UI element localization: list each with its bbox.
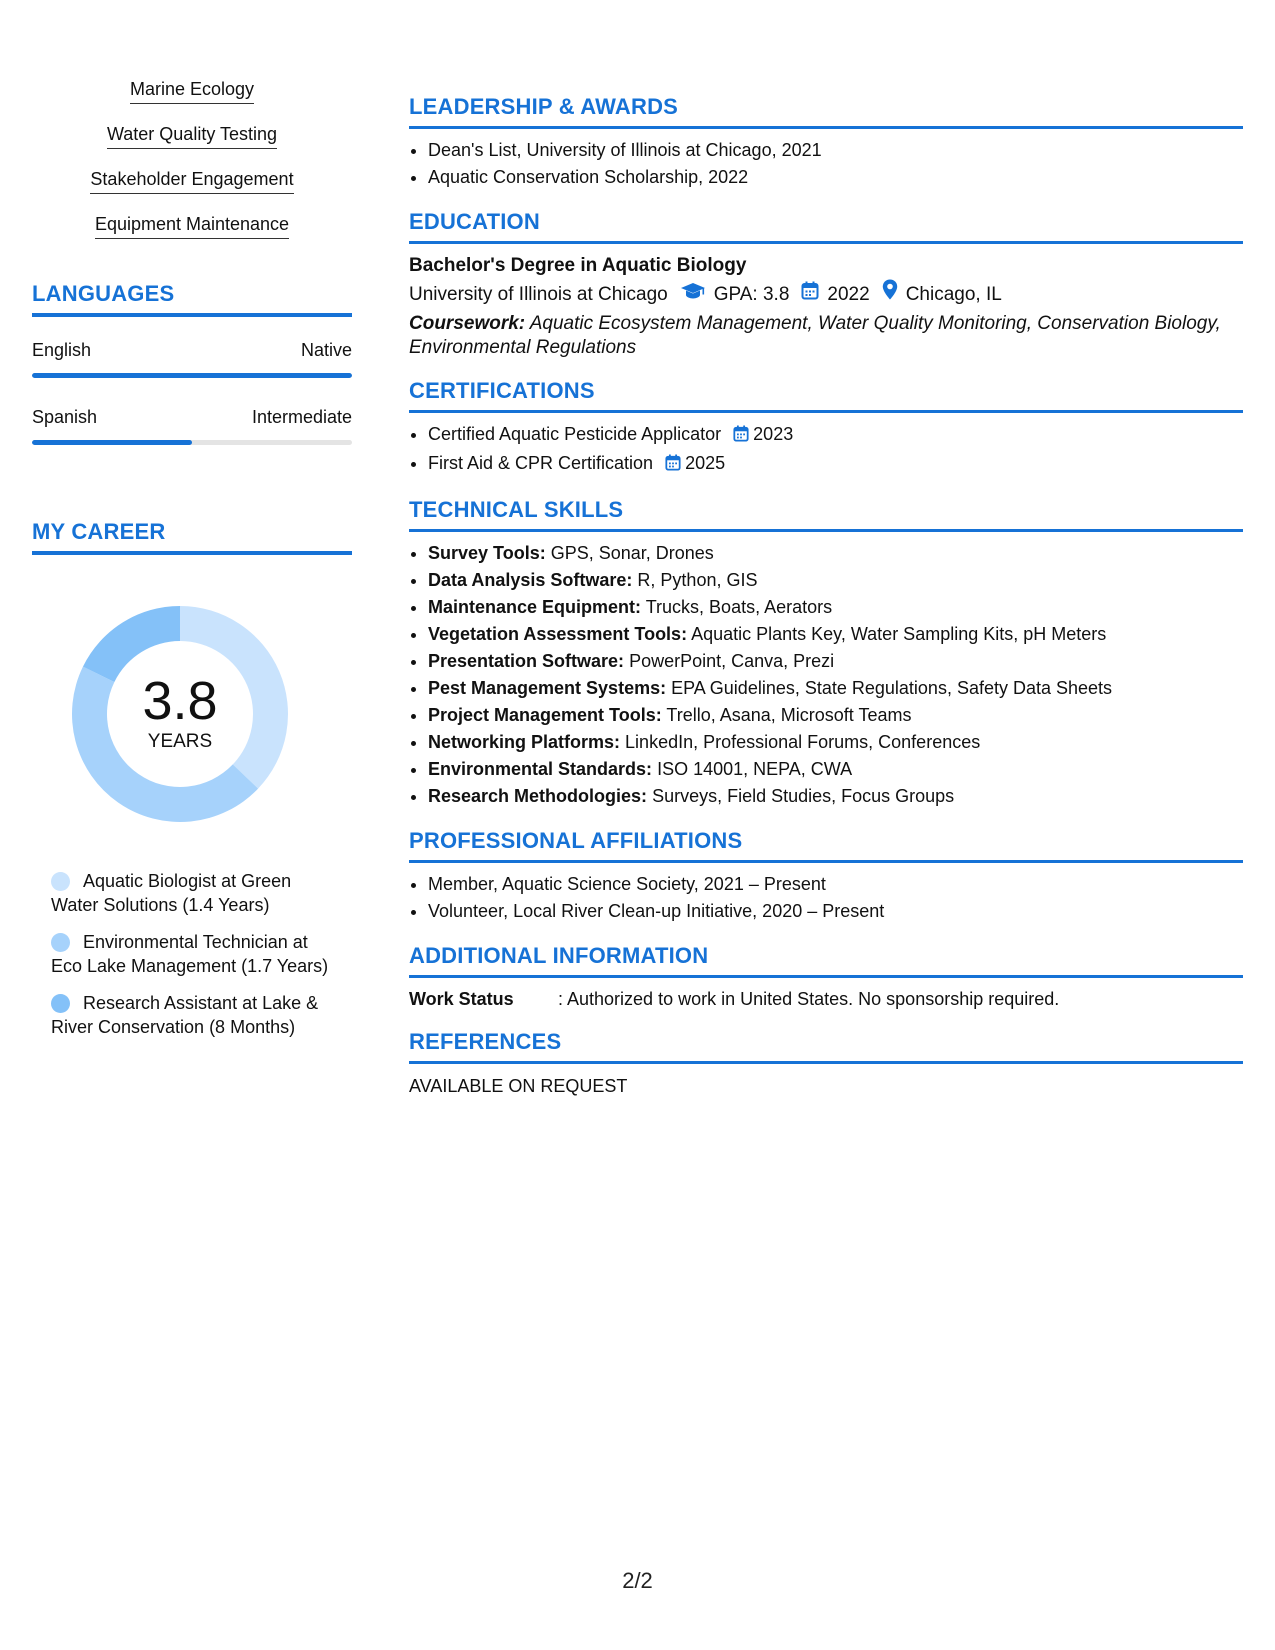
graduation-cap-icon bbox=[680, 280, 706, 310]
technical-skill-value: R, Python, GIS bbox=[637, 570, 758, 590]
technical-skill-key: Project Management Tools: bbox=[428, 705, 662, 725]
certification-item bbox=[428, 450, 1243, 479]
career-legend-dot bbox=[51, 933, 70, 952]
references-text: AVAILABLE ON REQUEST bbox=[409, 1076, 628, 1096]
affiliations-title: PROFESSIONAL AFFILIATIONS bbox=[409, 828, 1243, 863]
calendar-icon bbox=[801, 280, 819, 310]
languages-section bbox=[32, 281, 352, 445]
skill-tag: Water Quality Testing bbox=[107, 123, 277, 149]
career-legend-dot bbox=[51, 994, 70, 1013]
coursework-text: Aquatic Ecosystem Management, Water Quality Monitoring, Conservation Biology, Environmental Regulations bbox=[409, 313, 1221, 358]
skill-tag: Stakeholder Engagement bbox=[90, 168, 293, 194]
technical-skill-item bbox=[428, 621, 1243, 648]
language-level: Intermediate bbox=[251, 407, 352, 427]
language-bar bbox=[32, 373, 352, 378]
education-location: Chicago, IL bbox=[905, 283, 1002, 305]
technical-skill-value: Surveys, Field Studies, Focus Groups bbox=[652, 786, 955, 806]
leadership-section bbox=[409, 94, 1243, 191]
career-legend-label: Environmental Technician at Eco Lake Management (1.7 Years) bbox=[51, 932, 329, 976]
technical-skill-value: GPS, Sonar, Drones bbox=[550, 543, 714, 563]
technical-skill-item bbox=[428, 783, 1243, 810]
certifications-title: CERTIFICATIONS bbox=[409, 378, 1243, 413]
technical-skill-key: Pest Management Systems: bbox=[428, 678, 667, 698]
certification-name: First Aid & CPR Certification bbox=[428, 453, 654, 473]
career-legend bbox=[51, 869, 331, 1039]
certification-item bbox=[428, 421, 1243, 450]
work-status-label: Work Status bbox=[409, 989, 514, 1009]
language-item bbox=[32, 339, 352, 378]
technical-skill-key: Maintenance Equipment: bbox=[428, 597, 642, 617]
career-legend-item bbox=[51, 869, 331, 917]
list-item: • Volunteer, Local River Clean-up Initiative, 2020 – Present bbox=[428, 898, 1243, 925]
technical-skill-key: Environmental Standards: bbox=[428, 759, 653, 779]
languages-title: LANGUAGES bbox=[32, 281, 352, 317]
career-legend-dot bbox=[51, 872, 70, 891]
technical-skill-value: LinkedIn, Professional Forums, Conferences bbox=[625, 732, 981, 752]
language-item bbox=[32, 406, 352, 445]
education-gpa: GPA: 3.8 bbox=[713, 283, 790, 305]
language-level: Native bbox=[300, 340, 352, 360]
education-title: EDUCATION bbox=[409, 209, 1243, 244]
technical-skill-key: Presentation Software: bbox=[428, 651, 625, 671]
work-status-value: : Authorized to work in United States. No sponsorship required. bbox=[558, 989, 1060, 1009]
skill-tag: Equipment Maintenance bbox=[95, 213, 289, 239]
education-year: 2022 bbox=[827, 283, 870, 305]
education-meta bbox=[409, 279, 1243, 310]
technical-skills-list bbox=[409, 540, 1243, 810]
references-section bbox=[409, 1029, 1243, 1098]
additional-info-section bbox=[409, 943, 1243, 1011]
calendar-icon bbox=[733, 423, 749, 450]
technical-skill-item bbox=[428, 540, 1243, 567]
technical-skill-value: Trello, Asana, Microsoft Teams bbox=[666, 705, 912, 725]
right-column bbox=[409, 94, 1243, 1116]
list-item: • Dean's List, University of Illinois at Chicago, 2021 bbox=[428, 137, 1243, 164]
technical-skill-key: Data Analysis Software: bbox=[428, 570, 633, 590]
technical-skill-value: Trucks, Boats, Aerators bbox=[645, 597, 833, 617]
technical-skills-section bbox=[409, 497, 1243, 810]
education-degree: Bachelor's Degree in Aquatic Biology bbox=[409, 255, 747, 276]
additional-info-row bbox=[409, 987, 1243, 1011]
technical-skill-key: Survey Tools: bbox=[428, 543, 546, 563]
career-donut bbox=[65, 599, 295, 829]
technical-skill-value: ISO 14001, NEPA, CWA bbox=[657, 759, 853, 779]
language-bar-fill bbox=[32, 440, 192, 445]
list-item: • Aquatic Conservation Scholarship, 2022 bbox=[428, 164, 1243, 191]
certification-name: Certified Aquatic Pesticide Applicator bbox=[428, 424, 722, 444]
language-name: English bbox=[32, 340, 92, 360]
technical-skill-value: Aquatic Plants Key, Water Sampling Kits, pH Meters bbox=[691, 624, 1107, 644]
skill-tag: Marine Ecology bbox=[130, 78, 254, 104]
technical-skill-item bbox=[428, 729, 1243, 756]
career-legend-item bbox=[51, 991, 331, 1039]
technical-skill-item bbox=[428, 756, 1243, 783]
left-column bbox=[32, 78, 352, 1052]
education-school: University of Illinois at Chicago bbox=[409, 283, 668, 305]
career-section bbox=[32, 519, 352, 1039]
career-total-value: 3.8 bbox=[142, 671, 218, 731]
career-donut-center bbox=[65, 673, 295, 753]
technical-skill-key: Research Methodologies: bbox=[428, 786, 648, 806]
education-coursework bbox=[409, 312, 1243, 360]
technical-skill-item bbox=[428, 594, 1243, 621]
technical-skill-item bbox=[428, 567, 1243, 594]
coursework-label: Coursework: bbox=[409, 313, 526, 334]
references-title: REFERENCES bbox=[409, 1029, 1243, 1064]
career-legend-label: Research Assistant at Lake & River Conservation (8 Months) bbox=[51, 993, 319, 1037]
certification-year: 2023 bbox=[753, 424, 794, 444]
location-pin-icon bbox=[882, 279, 898, 310]
technical-skill-key: Vegetation Assessment Tools: bbox=[428, 624, 688, 644]
career-total-unit: YEARS bbox=[147, 731, 213, 752]
education-section bbox=[409, 209, 1243, 360]
language-bar-fill bbox=[32, 373, 352, 378]
additional-info-title: ADDITIONAL INFORMATION bbox=[409, 943, 1243, 978]
technical-skill-item bbox=[428, 675, 1243, 702]
skill-tags bbox=[32, 78, 352, 239]
career-legend-label: Aquatic Biologist at Green Water Solutions (1.4 Years) bbox=[51, 871, 292, 915]
certification-year: 2025 bbox=[685, 453, 726, 473]
page-number: 2/2 bbox=[622, 1568, 653, 1593]
career-title: MY CAREER bbox=[32, 519, 352, 555]
language-name: Spanish bbox=[32, 407, 98, 427]
technical-skill-key: Networking Platforms: bbox=[428, 732, 621, 752]
technical-skill-value: PowerPoint, Canva, Prezi bbox=[629, 651, 835, 671]
leadership-title: LEADERSHIP & AWARDS bbox=[409, 94, 1243, 129]
career-legend-item bbox=[51, 930, 331, 978]
technical-skill-item bbox=[428, 702, 1243, 729]
technical-skill-item bbox=[428, 648, 1243, 675]
affiliations-section bbox=[409, 828, 1243, 925]
technical-skills-title: TECHNICAL SKILLS bbox=[409, 497, 1243, 532]
language-bar bbox=[32, 440, 352, 445]
list-item: • Member, Aquatic Science Society, 2021 – Present bbox=[428, 871, 1243, 898]
certifications-section bbox=[409, 378, 1243, 479]
technical-skill-value: EPA Guidelines, State Regulations, Safety Data Sheets bbox=[671, 678, 1113, 698]
calendar-icon bbox=[665, 452, 681, 479]
